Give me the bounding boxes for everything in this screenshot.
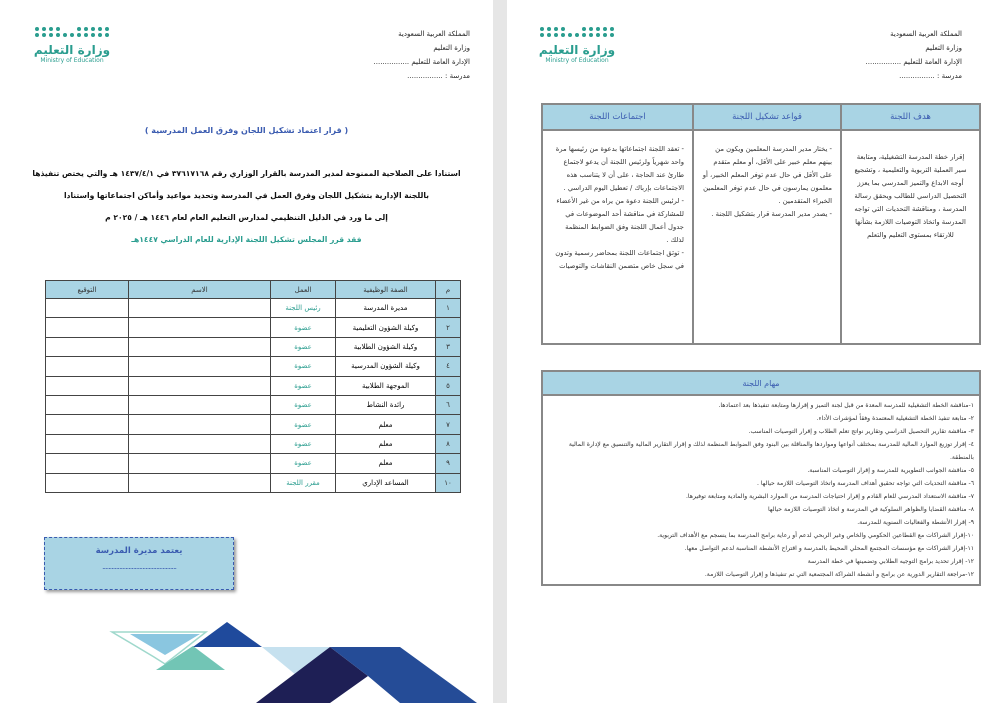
table-row: [46, 337, 461, 356]
col-header-role: العمل: [271, 281, 336, 299]
table-row: [46, 318, 461, 337]
committee-members-table: [45, 280, 461, 493]
table-row: [46, 357, 461, 376]
signature-cell[interactable]: [46, 299, 129, 318]
task-item: ٧- مناقشة الاستعداد المدرسي للعام القادم و إقرار احتياجات المدرسة من الموارد البشرية والمادية ومتابعة توفيرها.: [685, 493, 974, 500]
row-number: ١: [436, 299, 461, 318]
job-title: معلم: [336, 434, 436, 453]
meetings-header: اجتماعات اللجنة: [542, 104, 693, 130]
ministry-header: [847, 27, 962, 83]
signature-cell[interactable]: [46, 395, 129, 414]
approval-signature-line[interactable]: ................................................: [101, 562, 177, 571]
signature-cell[interactable]: [46, 337, 129, 356]
task-item: ١٢-مراجعة التقارير الدورية عن برامج و أنشطة الشراكة المجتمعية التي تم تنفيذها و إقرار التوصيات اللازمة.: [704, 571, 974, 578]
name-cell[interactable]: [129, 454, 271, 473]
row-number: ١٠: [436, 473, 461, 492]
signature-cell[interactable]: [46, 454, 129, 473]
task-item: ٢- متابعة تنفيذ الخطة التشغيلية المعتمدة وفقاً لمؤشرات الأداء.: [816, 415, 974, 422]
paragraph-line: إلى ما ورد في الدليل التنظيمي لمدارس التعليم العام لعام ١٤٤٦ هـ / ٢٠٢٥ م: [105, 213, 388, 222]
committee-role: مقرر اللجنة: [271, 473, 336, 492]
table-row: [46, 376, 461, 395]
meeting-item: - توثق اجتماعات اللجنة بمحاضر رسمية وتدون في سجل خاص متضمن النقاشات والتوصيات: [551, 247, 684, 273]
table-row: [46, 454, 461, 473]
committee-info-table: [541, 103, 981, 345]
ministry-header: [350, 27, 470, 83]
task-item: ٣- مناقشة تقارير التحصيل الدراسي وتقارير نواتج تعلم الطلاب و إقرار التوصيات المناسب.: [748, 428, 974, 435]
page-committee-details: [507, 0, 1000, 703]
committee-role: عضوة: [271, 318, 336, 337]
job-title: معلم: [336, 415, 436, 434]
committee-tasks-box: [541, 370, 981, 586]
page-committee-decision: [0, 0, 493, 703]
tasks-title: مهام اللجنة: [543, 372, 979, 396]
document-title: ( قرار اعتماد تشكيل اللجان وفرق العمل المدرسية ): [144, 126, 349, 135]
row-number: ٦: [436, 395, 461, 414]
col-header-number: م: [436, 281, 461, 299]
row-number: ٤: [436, 357, 461, 376]
table-row: [46, 473, 461, 492]
table-header-row: [46, 281, 461, 299]
signature-cell[interactable]: [46, 318, 129, 337]
committee-role: عضوة: [271, 415, 336, 434]
logo-text-en: Ministry of Education: [545, 57, 609, 64]
task-item: ٤- إقرار توزيع الموارد المالية للمدرسة بمختلف أنواعها ومواردها والمناقلة بين البنود وفق الضوابط المنظمة لذلك و إقرار التقارير المالية والتنسيق مع لإدارة المالية بالمنطقة.: [568, 441, 974, 461]
header-line: الإدارة العامة للتعليم ................: [865, 58, 962, 66]
header-line: وزارة التعليم: [433, 44, 470, 52]
row-number: ٥: [436, 376, 461, 395]
task-item: ٥- مناقشة الجوانب التطويرية للمدرسة و إقرار التوصيات المناسبة.: [807, 467, 974, 474]
signature-cell[interactable]: [46, 376, 129, 395]
committee-role: عضوة: [271, 376, 336, 395]
job-title: المساعد الإداري: [336, 473, 436, 492]
row-number: ٢: [436, 318, 461, 337]
header-line: مدرسة : ................: [407, 72, 470, 80]
col-header-signature: التوقيع: [46, 281, 129, 299]
header-line: المملكة العربية السعودية: [398, 30, 470, 38]
logo-text-ar: وزارة التعليم: [33, 43, 111, 57]
paragraph-line: باللجنة الإدارية بتشكيل اللجان وفرق العمل في المدرسة وتحديد مواعيد وأماكن اجتماعاتها واستنادا: [63, 191, 430, 200]
col-header-title: الصفة الوظيفية: [336, 281, 436, 299]
approval-box: [44, 537, 234, 590]
tasks-list: [543, 396, 979, 584]
table-row: [46, 395, 461, 414]
job-title: الموجهة الطلابية: [336, 376, 436, 395]
approval-label: يعتمد مديرة المدرسة: [95, 546, 183, 556]
header-line: المملكة العربية السعودية: [890, 30, 962, 38]
signature-cell[interactable]: [46, 357, 129, 376]
name-cell[interactable]: [129, 299, 271, 318]
job-title: مديرة المدرسة: [336, 299, 436, 318]
task-item: ٨- مناقشة القضايا والظواهر السلوكية في المدرسة و اتخاذ التوصيات اللازمة حيالها: [768, 506, 974, 513]
paragraph-line: استنادا على الصلاحية الممنوحة لمدير المدرسة بالقرار الوزاري رقم ٣٧٦١٧١٦٨ في ١٤٣٧/٤/١ هـ والتي يختص تنفيذها: [32, 169, 461, 178]
meetings-cell: [542, 130, 693, 344]
committee-role: عضوة: [271, 434, 336, 453]
header-line: الإدارة العامة للتعليم ................: [373, 58, 470, 66]
name-cell[interactable]: [129, 434, 271, 453]
task-item: ١١-إقرار الشراكات مع مؤسسات المجتمع المحلي المحيط بالمدرسة و اقتراح الأنشطة المناسبة لدعم التواصل معها.: [684, 545, 974, 552]
rules-cell: [693, 130, 841, 344]
table-row: [46, 299, 461, 318]
committee-role: عضوة: [271, 337, 336, 356]
ministry-logo: [537, 27, 617, 64]
row-number: ٨: [436, 434, 461, 453]
task-item: ٩- إقرار الأنشطة والفعاليات السنوية للمدرسة.: [857, 519, 974, 526]
job-title: رائدة النشاط: [336, 395, 436, 414]
decision-line: فقد قرر المجلس تشكيل اللجنة الإدارية للعام الدراسي ١٤٤٧هـ: [131, 235, 362, 244]
goal-header: هدف اللجنة: [841, 104, 980, 130]
row-number: ٩: [436, 454, 461, 473]
logo-text-ar: وزارة التعليم: [538, 43, 616, 57]
committee-role: عضوة: [271, 357, 336, 376]
committee-role: عضوة: [271, 454, 336, 473]
signature-cell[interactable]: [46, 473, 129, 492]
name-cell[interactable]: [129, 376, 271, 395]
name-cell[interactable]: [129, 337, 271, 356]
name-cell[interactable]: [129, 415, 271, 434]
name-cell[interactable]: [129, 473, 271, 492]
task-item: ١٠-إقرار الشراكات مع القطاعين الحكومي والخاص وغير الربحي لدعم أو رعاية برامج المدرسة بما ينسجم مع الأهداف التربوية.: [657, 532, 974, 539]
rule-item: - يصدر مدير المدرسة قرار بتشكيل اللجنة .: [702, 208, 832, 221]
name-cell[interactable]: [129, 357, 271, 376]
rule-item: - يختار مدير المدرسة المعلمين ويكون من بينهم معلم خبير على الأقل، أو معلم متقدم على الأقل في حال عدم توفر المعلم الخبير، أو معلمون يمارسون في حال عدم توفر المعلمين الخبراء المتقدمين .: [702, 143, 832, 208]
task-item: ١-مناقشة الخطة التشغيلية للمدرسة المعدة من قبل لجنة التميز و إقرارها ومتابعة تنفيذها بعد اعتمادها.: [718, 402, 974, 409]
decorative-shapes: [0, 620, 493, 703]
ministry-logo: [32, 27, 112, 64]
job-title: وكيلة الشؤون المدرسية: [336, 357, 436, 376]
row-number: ٧: [436, 415, 461, 434]
job-title: وكيلة الشؤون التعليمية: [336, 318, 436, 337]
logo-text-en: Ministry of Education: [40, 57, 104, 64]
task-item: ١٢- إقرار تحديد برامج التوجيه الطلابي وتضمينها في خطة المدرسة: [807, 558, 974, 565]
meeting-item: - لرئيس اللجنة دعوة من يراه من غير الأعضاء للمشاركة في مناقشة أحد الموضوعات في جدول أعمال اللجنة وفق الضوابط المنظمة لذلك .: [551, 195, 684, 247]
name-cell[interactable]: [129, 395, 271, 414]
header-line: وزارة التعليم: [925, 44, 962, 52]
goal-text: إقرار خطة المدرسة التشغيلية، ومتابعة سير العملية التربوية والتعليمية ، وتشجيع أوجه الابداع والتميز المدرسي بما يعزز التحصيل الدراسي للطالب ويحقق رسالة المدرسة ، ومناقشة التحديات التي تواجه المدرسة واتخاذ التوصيات اللازمة بشأنها للارتقاء بمستوى التعليم والتعلم: [841, 130, 980, 344]
meeting-item: - تعقد اللجنة اجتماعاتها بدعوة من رئيسها مرة واحد شهرياً ولرئيس اللجنة أن يدعو لاجتماع طارئ عند الحاجة ، على أن لا يتناسب هذه الاجتماعات بإرباك / تعطيل اليوم الدراسي .: [551, 143, 684, 195]
table-row: [46, 434, 461, 453]
row-number: ٣: [436, 337, 461, 356]
rules-header: قواعد تشكيل اللجنة: [693, 104, 841, 130]
job-title: وكيلة الشؤون الطلابية: [336, 337, 436, 356]
committee-role: رئيس اللجنة: [271, 299, 336, 318]
task-item: ٦- مناقشة التحديات التي تواجه تحقيق أهداف المدرسة واتخاذ التوصيات اللازمة حيالها .: [756, 480, 974, 487]
signature-cell[interactable]: [46, 415, 129, 434]
col-header-name: الاسم: [129, 281, 271, 299]
header-line: مدرسة : ................: [899, 72, 962, 80]
committee-role: عضوة: [271, 395, 336, 414]
job-title: معلم: [336, 454, 436, 473]
name-cell[interactable]: [129, 318, 271, 337]
table-row: [46, 415, 461, 434]
signature-cell[interactable]: [46, 434, 129, 453]
